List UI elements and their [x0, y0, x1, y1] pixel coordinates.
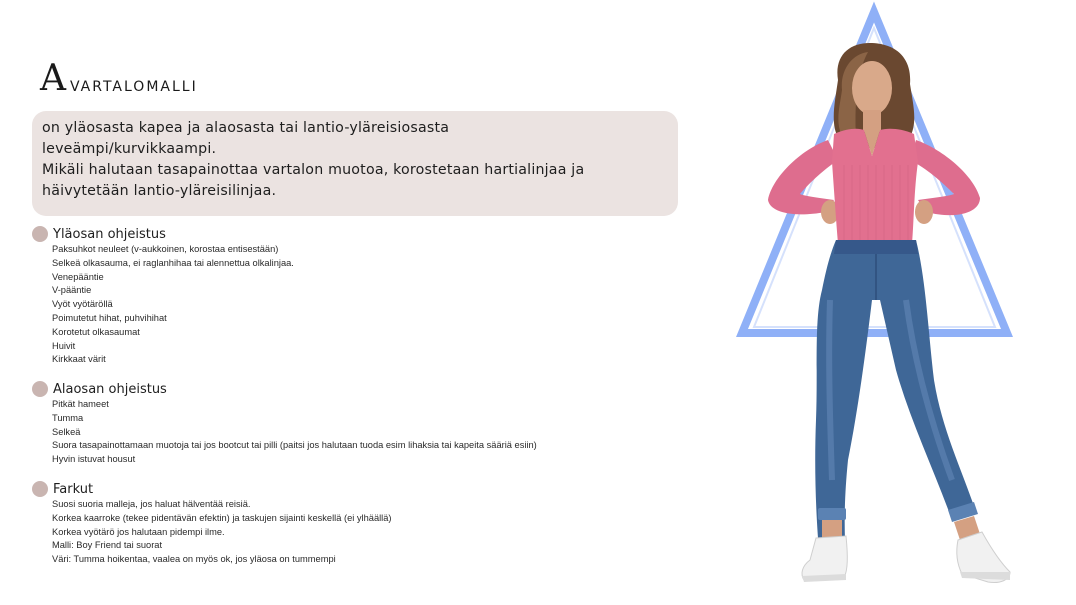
list-item: Korkea kaarroke (tekee pidentävän efektin) ja taskujen sijainti keskellä (ei ylhäällä) [52, 512, 392, 523]
list-item: Venepääntie [52, 271, 104, 282]
list-item: Selkeä olkasauma, ei raglanhihaa tai alennettua olkalinjaa. [52, 257, 294, 268]
title-text: VARTALOMALLI [70, 79, 198, 95]
face [852, 61, 892, 115]
section-jeans [32, 480, 392, 567]
left-ankle [822, 520, 842, 538]
list-item: Pitkät hameet [52, 399, 109, 409]
section-header [32, 480, 392, 498]
page-title [40, 58, 198, 99]
section-header [32, 225, 294, 243]
guidance-list [32, 398, 537, 467]
list-item: Malli: Boy Friend tai suorat [52, 540, 163, 551]
list-item: Väri: Tumma hoikentaa, vaalea on myös ok, jos yläosa on tummempi [52, 554, 336, 565]
left-sneaker [802, 536, 847, 580]
guidance-list [32, 498, 392, 567]
jeans-highlight-left [829, 300, 832, 480]
list-item: Suosi suoria malleja, jos haluat hälventää reisiä. [52, 499, 251, 509]
right-hand [915, 200, 933, 224]
list-item: Kirkkaat värit [52, 354, 106, 365]
section-title: Yläosan ohjeistus [53, 226, 166, 242]
intro-line: Mikäli halutaan tasapainottaa vartalon muotoa, korostetaan hartialinjaa ja [42, 162, 585, 178]
section-top-guidance [32, 225, 294, 367]
section-bottom-guidance [32, 380, 537, 467]
intro-line: on yläosasta kapea ja alaosasta tai lantio-yläreisiosasta [42, 120, 450, 136]
intro-box [32, 111, 678, 216]
bullet-dot-icon [32, 226, 48, 242]
list-item: Tumma [52, 412, 84, 423]
list-item: Korkea vyötärö jos halutaan pidempi ilme. [52, 526, 225, 537]
figure-illustration [730, 0, 1030, 605]
bullet-dot-icon [32, 381, 48, 397]
section-title: Farkut [53, 481, 94, 497]
left-cuff [818, 508, 846, 520]
bullet-dot-icon [32, 481, 48, 497]
title-letter: A [40, 58, 66, 99]
list-item: Poimutetut hihat, puhvihihat [52, 312, 167, 323]
section-header [32, 380, 537, 398]
right-sole [960, 572, 1010, 580]
neck [863, 110, 881, 132]
section-title: Alaosan ohjeistus [53, 381, 167, 397]
list-item: V-pääntie [52, 285, 92, 296]
woman-figure-illustration [768, 43, 1010, 583]
list-item: Huivit [52, 340, 76, 351]
list-item: Suora tasapainottamaan muotoja tai jos bootcut tai pilli (paitsi jos halutaan tuoda esim lihaksia tai kapeita sääriä esiin) [52, 440, 537, 451]
intro-line: leveämpi/kurvikkaampi. [42, 141, 217, 157]
list-item: Vyöt vyötäröllä [52, 299, 113, 310]
body-shape-figure [730, 0, 1030, 605]
waistband [834, 240, 918, 254]
guidance-list [32, 243, 294, 367]
list-item: Paksuhkot neuleet (v-aukkoinen, korostaa entisestään) [52, 244, 279, 254]
list-item: Selkeä [52, 426, 81, 437]
list-item: Korotetut olkasaumat [52, 326, 140, 337]
intro-line: häivytetään lantio-yläreisilinjaa. [42, 183, 277, 199]
list-item: Hyvin istuvat housut [52, 454, 136, 465]
